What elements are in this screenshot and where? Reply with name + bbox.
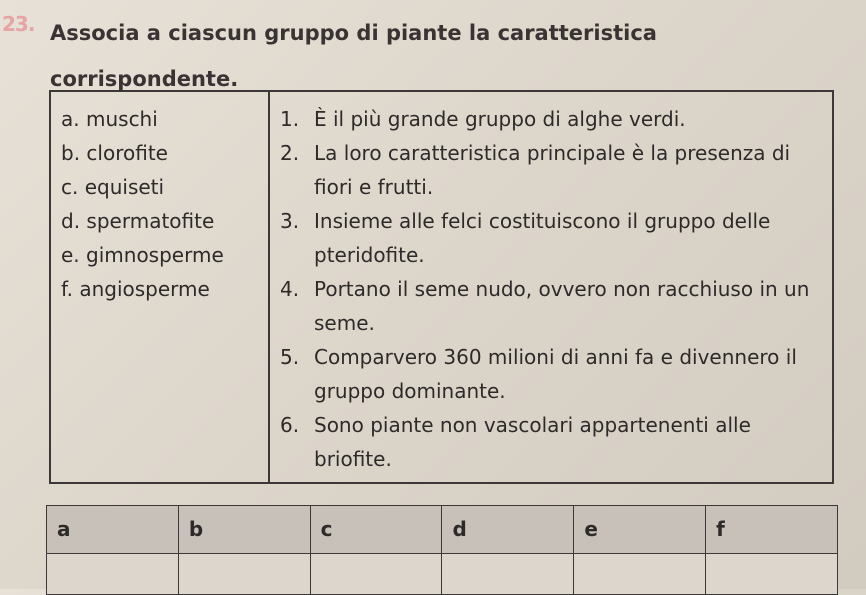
answer-header-cell: c	[310, 506, 442, 554]
characteristic-item: 6. Sono piante non vascolari appartenenti alle briofite.	[280, 413, 751, 471]
answer-table-answer-row	[47, 553, 838, 594]
answer-header-cell: d	[442, 506, 574, 554]
characteristic-item: 2. La loro caratteristica principale è la presenza di fiori e frutti.	[280, 141, 791, 199]
answer-cell[interactable]	[178, 553, 310, 594]
answer-cell[interactable]	[310, 553, 442, 594]
answer-table	[46, 505, 838, 595]
group-item: e. gimnosperme	[61, 243, 224, 267]
characteristic-item: 1. È il più grande gruppo di alghe verdi.	[280, 107, 686, 131]
characteristics-column	[270, 92, 832, 482]
group-item: d. spermatofite	[61, 209, 215, 233]
exercise-number: 23.	[2, 12, 35, 36]
group-item: f. angiosperme	[61, 277, 210, 301]
answer-cell[interactable]	[442, 553, 574, 594]
instruction-text: Associa a ciascun gruppo di piante la caratteristica corrispondente.	[50, 21, 657, 91]
answer-header-cell: b	[178, 506, 310, 554]
plant-groups-column	[51, 92, 270, 482]
answer-header-cell: a	[47, 506, 179, 554]
answer-cell[interactable]	[574, 553, 706, 594]
characteristic-item: 5. Comparvero 360 milioni di anni fa e divennero il gruppo dominante.	[280, 345, 797, 403]
answer-header-cell: e	[574, 506, 706, 554]
group-item: b. clorofite	[61, 141, 168, 165]
answer-header-cell: f	[706, 506, 838, 554]
matching-box	[49, 90, 834, 484]
characteristic-item: 3. Insieme alle felci costituiscono il gruppo delle pteridofite.	[280, 209, 771, 267]
group-item: a. muschi	[61, 107, 158, 131]
answer-table-header-row	[47, 506, 838, 554]
group-item: c. equiseti	[61, 175, 165, 199]
answer-cell[interactable]	[47, 553, 179, 594]
characteristic-item: 4. Portano il seme nudo, ovvero non racchiuso in un seme.	[280, 277, 810, 335]
answer-cell[interactable]	[706, 553, 838, 594]
